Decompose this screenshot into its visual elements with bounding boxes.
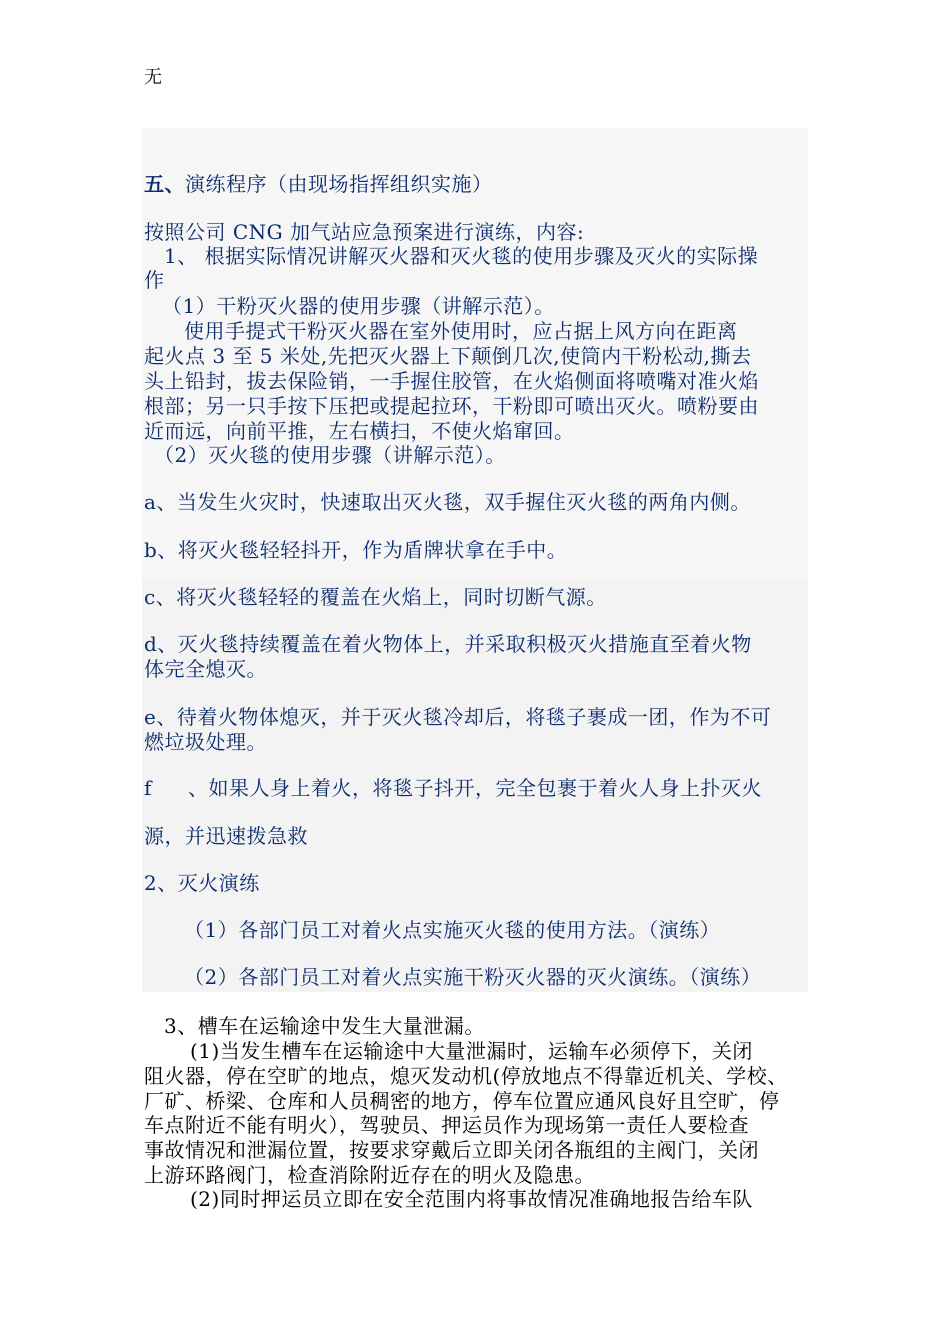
sub1-paragraph-line: 使用手提式干粉灭火器在室外使用时，应占据上风方向在距离 xyxy=(184,319,738,343)
section-heading xyxy=(144,172,493,196)
item2-title: 2、灭火演练 xyxy=(144,871,260,895)
item3-paragraph-line: 上游环路阀门，检查消除附近存在的明火及隐患。 xyxy=(144,1163,595,1187)
step-f-marker: f xyxy=(144,776,152,800)
sub1-paragraph-line: 头上铅封，拔去保险销，一手握住胶管，在火焰侧面将喷嘴对准火焰 xyxy=(144,369,759,393)
section-title: 演练程序（由现场指挥组织实施） xyxy=(185,172,493,196)
header-mark: 无 xyxy=(144,67,163,88)
item1-line1: 1、 根据实际情况讲解灭火器和灭火毯的使用步骤及灭火的实际操 xyxy=(164,244,759,268)
item3-paragraph-line: 车点附近不能有明火），驾驶员、押运员作为现场第一责任人要检查 xyxy=(144,1113,749,1137)
sub1-paragraph-line: 起火点 3 至 5 米处,先把灭火器上下颠倒几次,使筒内干粉松动,撕去 xyxy=(144,344,752,368)
sub1-paragraph-line: 根部；另一只手按下压把或提起拉环，干粉即可喷出灭火。喷粉要由 xyxy=(144,394,759,418)
step-a: a、当发生火灾时，快速取出灭火毯，双手握住灭火毯的两角内侧。 xyxy=(144,490,751,514)
item3-paragraph-line: (1)当发生槽车在运输途中大量泄漏时，运输车必须停下，关闭 xyxy=(190,1039,753,1063)
section-number: 五、 xyxy=(144,172,185,196)
item1-line2: 作 xyxy=(144,268,165,292)
item2-sub2: （2）各部门员工对着火点实施干粉灭火器的灭火演练。（演练） xyxy=(184,965,762,989)
sub2-title: （2）灭火毯的使用步骤（讲解示范）。 xyxy=(154,443,506,467)
step-b: b、将灭火毯轻轻抖开，作为盾牌状拿在手中。 xyxy=(144,538,568,562)
step-d-line2: 体完全熄灭。 xyxy=(144,657,267,681)
item3-title: 3、槽车在运输途中发生大量泄漏。 xyxy=(164,1014,485,1038)
step-f-line1: 、如果人身上着火，将毯子抖开，完全包裹于着火人身上扑灭火 xyxy=(188,776,762,800)
item2-sub1: （1）各部门员工对着火点实施灭火毯的使用方法。（演练） xyxy=(184,918,721,942)
step-d-line1: d、灭火毯持续覆盖在着火物体上，并采取积极灭火措施直至着火物 xyxy=(144,632,752,656)
item3-paragraph-line: 阻火器，停在空旷的地点，熄灭发动机(停放地点不得靠近机关、学校、 xyxy=(144,1064,788,1088)
step-c: c、将灭火毯轻轻的覆盖在火焰上，同时切断气源。 xyxy=(144,585,607,609)
intro-line: 按照公司 CNG 加气站应急预案进行演练，内容: xyxy=(144,220,585,244)
step-e-line1: e、待着火物体熄灭，并于灭火毯冷却后，将毯子裹成一团，作为不可 xyxy=(144,705,772,729)
item3-paragraph-line: 事故情况和泄漏位置，按要求穿戴后立即关闭各瓶组的主阀门，关闭 xyxy=(144,1138,759,1162)
sub1-paragraph-line: 近而远，向前平推，左右横扫，不使火焰窜回。 xyxy=(144,419,575,443)
step-e-line2: 燃垃圾处理。 xyxy=(144,730,267,754)
sub1-title: （1）干粉灭火器的使用步骤（讲解示范）。 xyxy=(162,294,555,318)
step-f-line2: 源，并迅速拨急救 xyxy=(144,824,308,848)
item3-paragraph-line: (2)同时押运员立即在安全范围内将事故情况准确地报告给车队 xyxy=(190,1187,753,1211)
item3-paragraph-line: 厂矿、桥梁、仓库和人员稠密的地方，停车位置应通风良好且空旷，停 xyxy=(144,1089,780,1113)
